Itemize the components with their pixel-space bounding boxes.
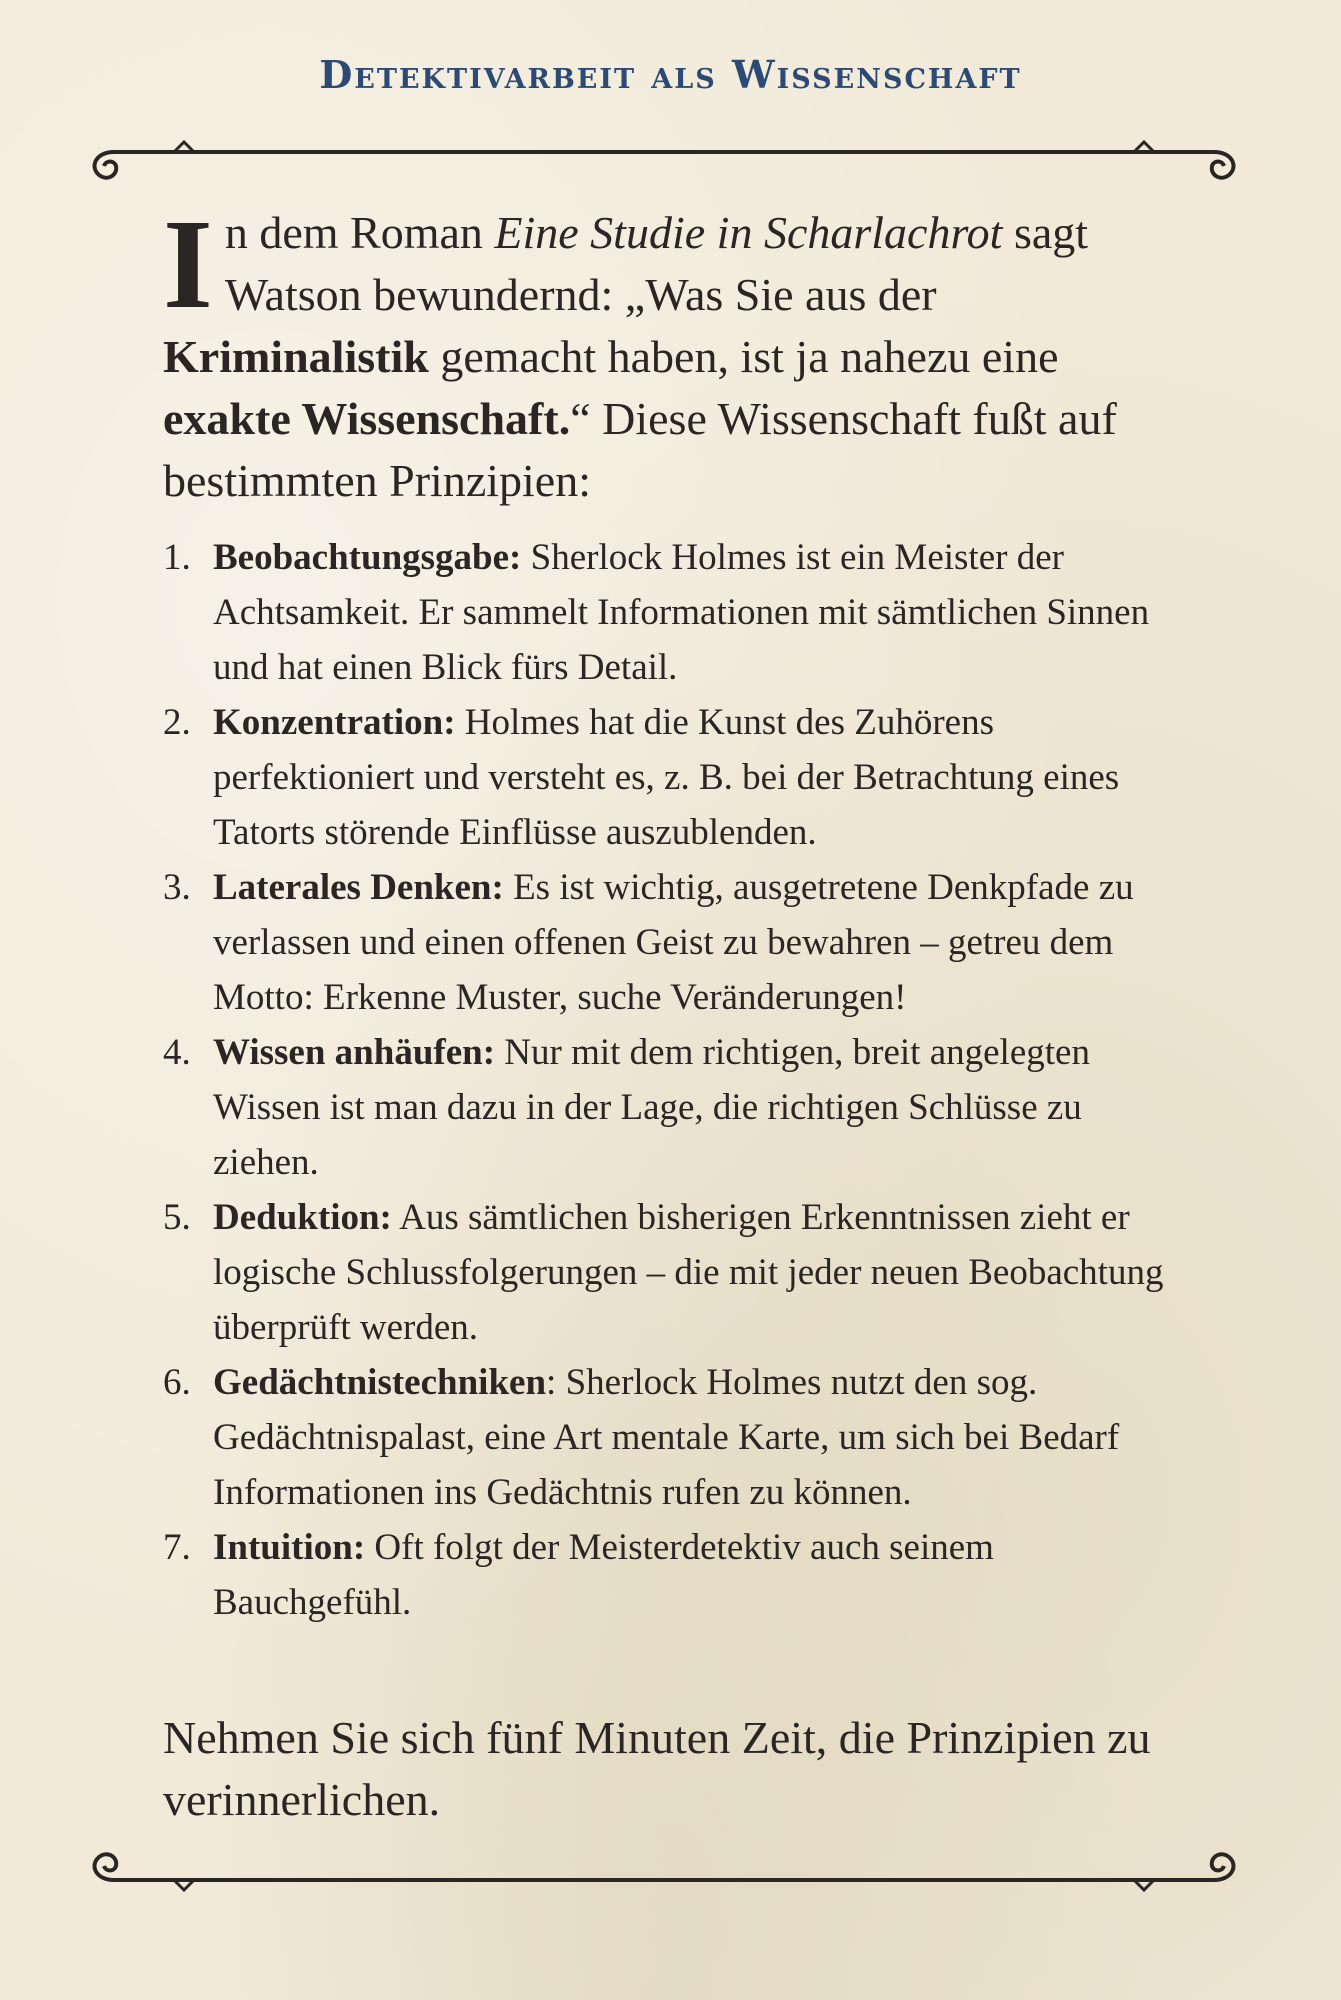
principle-text: Sherlock Holmes ist ein Meister der Achtsamkeit. Er sammelt Informationen mit sämtlichen Sinnen und hat einen Blick fürs Detail. [213,537,1150,688]
principle-item [163,1520,1183,1630]
principle-number: 4. [163,1032,191,1073]
principle-term: Intuition: [213,1527,366,1568]
principle-text: Holmes hat die Kunst des Zuhörens perfektioniert und versteht es, z. B. bei der Betrachtung eines Tatorts störende Einflüsse auszublenden. [213,702,1120,853]
principle-item [163,1355,1183,1520]
principle-number: 7. [163,1527,191,1568]
principle-number: 2. [163,702,191,743]
book-title: Eine Studie in Scharlachrot [494,207,1003,258]
page-title: Detektivarbeit als Wissenschaft [319,52,1022,97]
principle-text: Oft folgt der Meisterdetektiv auch seinem Bauchgefühl. [213,1527,994,1623]
principle-term: Gedächtnistechniken [213,1362,547,1403]
emphasis-kriminalistik: Kriminalistik [163,331,429,382]
closing-paragraph: Nehmen Sie sich fünf Minuten Zeit, die Prinzipien zu verinnerlichen. [163,1712,1151,1825]
emphasis-wissenschaft: exakte Wissenschaft. [163,393,571,444]
principle-number: 6. [163,1362,191,1403]
principle-item [163,530,1183,695]
principle-term: Laterales Denken: [213,867,504,908]
principle-number: 1. [163,537,191,578]
drop-cap: I [163,193,213,335]
principle-number: 3. [163,867,191,908]
principle-item [163,1190,1183,1355]
principle-item [163,695,1183,860]
ornamental-divider-top [84,138,1244,198]
principle-term: Deduktion: [213,1197,392,1238]
ornamental-divider-bottom [84,1842,1244,1902]
intro-paragraph: In dem Roman Eine Studie in Scharlachrot sagt Watson bewundernd: „Was Sie aus der Kriminalistik gemacht haben, ist ja nahezu eine exakte Wissenschaft.“ Diese Wissenschaft fußt auf bestimmten Prinzipien: [163,193,1117,506]
principle-text: Aus sämtlichen bisherigen Erkenntnissen zieht er logische Schlussfolgerungen – die mit jeder neuen Beobachtung überprüft werden. [213,1197,1164,1348]
principles-list [163,530,1183,1630]
principle-number: 5. [163,1197,191,1238]
principle-text: Nur mit dem richtigen, breit angelegten Wissen ist man dazu in der Lage, die richtigen Schlüsse zu ziehen. [213,1032,1090,1183]
principle-term: Wissen anhäufen: [213,1032,496,1073]
principle-text: : Sherlock Holmes nutzt den sog. Gedächtnispalast, eine Art mentale Karte, um sich bei Bedarf Informationen ins Gedächtnis rufen zu können. [213,1362,1120,1513]
principle-item [163,860,1183,1025]
principle-term: Beobachtungsgabe: [213,537,522,578]
principle-text: Es ist wichtig, ausgetretene Denkpfade zu verlassen und einen offenen Geist zu bewahren – getreu dem Motto: Erkenne Muster, suche Veränderungen! [213,867,1134,1018]
principle-term: Konzentration: [213,702,456,743]
principle-item [163,1025,1183,1190]
